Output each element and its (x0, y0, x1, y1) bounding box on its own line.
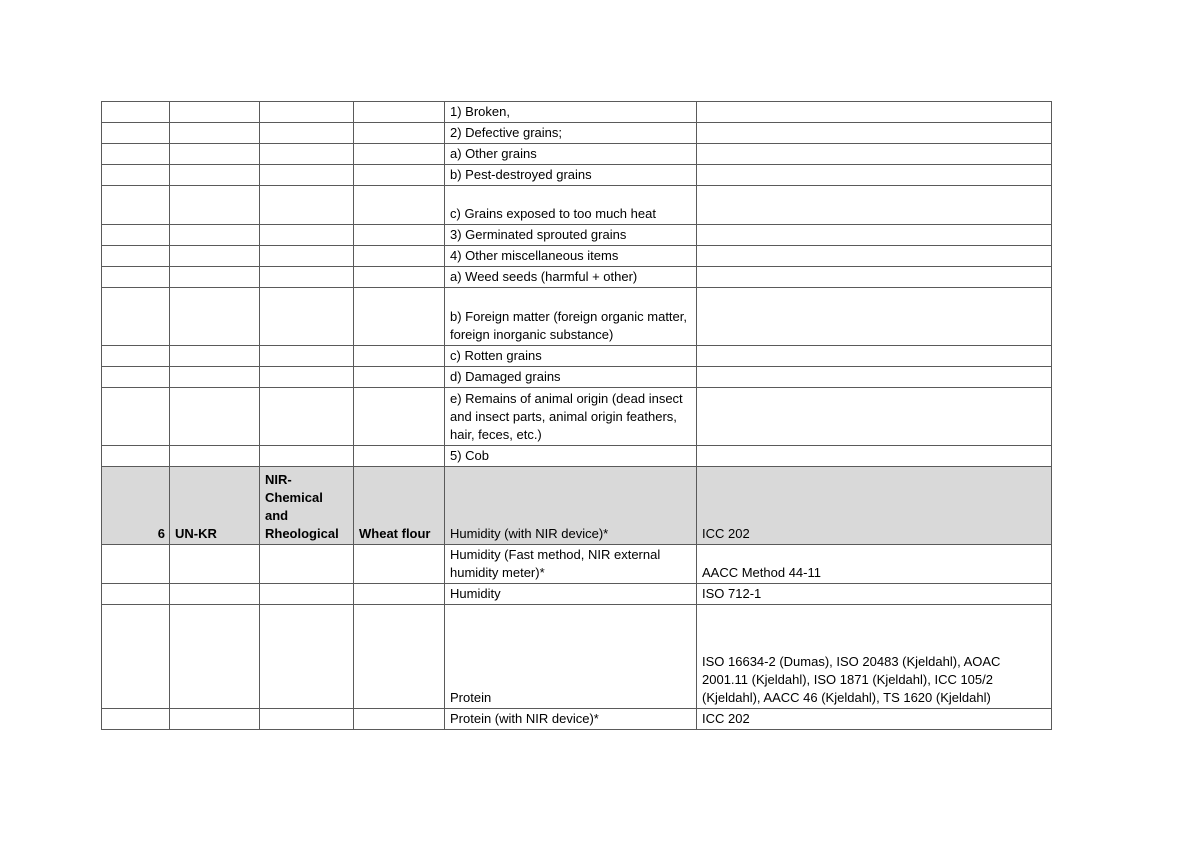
no-cell (102, 123, 170, 144)
no-cell (102, 165, 170, 186)
table-row (102, 467, 1052, 545)
table-row (102, 605, 1052, 709)
table-row (102, 225, 1052, 246)
standard-cell (697, 346, 1052, 367)
lab-cell (170, 144, 260, 165)
lab-cell (170, 225, 260, 246)
method-cell (260, 165, 354, 186)
product-cell (354, 367, 445, 388)
no-cell (102, 709, 170, 730)
no-cell (102, 144, 170, 165)
standard-cell: ISO 712-1 (697, 584, 1052, 605)
product-cell (354, 186, 445, 225)
no-cell (102, 584, 170, 605)
no-cell: 6 (102, 467, 170, 545)
method-cell (260, 246, 354, 267)
item-cell: Humidity (445, 584, 697, 605)
standard-cell (697, 225, 1052, 246)
item-cell: Humidity (Fast method, NIR external humidity meter)* (445, 545, 697, 584)
method-cell (260, 225, 354, 246)
lab-cell (170, 288, 260, 346)
item-cell: Humidity (with NIR device)* (445, 467, 697, 545)
item-cell: c) Grains exposed to too much heat (445, 186, 697, 225)
lab-cell (170, 367, 260, 388)
method-cell (260, 605, 354, 709)
table-row (102, 709, 1052, 730)
item-cell: 1) Broken, (445, 102, 697, 123)
product-cell (354, 545, 445, 584)
table-row (102, 144, 1052, 165)
item-cell: b) Foreign matter (foreign organic matter, foreign inorganic substance) (445, 288, 697, 346)
method-cell (260, 186, 354, 225)
product-cell (354, 144, 445, 165)
standard-cell: ICC 202 (697, 709, 1052, 730)
no-cell (102, 267, 170, 288)
table-row (102, 186, 1052, 225)
item-cell: a) Other grains (445, 144, 697, 165)
table-row (102, 123, 1052, 144)
lab-cell (170, 584, 260, 605)
product-cell (354, 102, 445, 123)
no-cell (102, 186, 170, 225)
table-row (102, 584, 1052, 605)
method-cell (260, 367, 354, 388)
standard-cell (697, 246, 1052, 267)
lab-cell (170, 102, 260, 123)
product-cell (354, 346, 445, 367)
item-cell: c) Rotten grains (445, 346, 697, 367)
table-row (102, 388, 1052, 446)
table-row (102, 165, 1052, 186)
method-cell (260, 709, 354, 730)
no-cell (102, 388, 170, 446)
product-cell (354, 446, 445, 467)
standard-cell (697, 165, 1052, 186)
standard-cell (697, 144, 1052, 165)
product-cell (354, 709, 445, 730)
table-row (102, 367, 1052, 388)
item-cell: 2) Defective grains; (445, 123, 697, 144)
lab-cell (170, 709, 260, 730)
standard-cell: ISO 16634-2 (Dumas), ISO 20483 (Kjeldahl), AOAC 2001.11 (Kjeldahl), ISO 1871 (Kjeldahl), ICC 105/2 (Kjeldahl), AACC 46 (Kjeldahl), TS 1620 (Kjeldahl) (697, 605, 1052, 709)
item-cell: a) Weed seeds (harmful + other) (445, 267, 697, 288)
item-cell: 4) Other miscellaneous items (445, 246, 697, 267)
table-row (102, 346, 1052, 367)
lab-cell (170, 267, 260, 288)
product-cell (354, 605, 445, 709)
no-cell (102, 225, 170, 246)
product-cell (354, 246, 445, 267)
item-cell: Protein (with NIR device)* (445, 709, 697, 730)
product-cell: Wheat flour (354, 467, 445, 545)
method-cell (260, 267, 354, 288)
method-cell (260, 388, 354, 446)
standard-cell (697, 123, 1052, 144)
table-row (102, 102, 1052, 123)
method-cell (260, 545, 354, 584)
no-cell (102, 605, 170, 709)
method-cell (260, 346, 354, 367)
table-row (102, 545, 1052, 584)
product-cell (354, 165, 445, 186)
standard-cell (697, 186, 1052, 225)
lab-cell (170, 605, 260, 709)
item-cell: e) Remains of animal origin (dead insect and insect parts, animal origin feathers, hair, feces, etc.) (445, 388, 697, 446)
product-cell (354, 123, 445, 144)
method-cell (260, 123, 354, 144)
table-row (102, 288, 1052, 346)
standard-cell (697, 267, 1052, 288)
product-cell (354, 288, 445, 346)
table-row (102, 446, 1052, 467)
lab-cell (170, 346, 260, 367)
item-cell: Protein (445, 605, 697, 709)
no-cell (102, 346, 170, 367)
table-row (102, 246, 1052, 267)
lab-cell (170, 246, 260, 267)
method-cell (260, 288, 354, 346)
item-cell: d) Damaged grains (445, 367, 697, 388)
standard-cell (697, 367, 1052, 388)
no-cell (102, 288, 170, 346)
method-cell (260, 144, 354, 165)
lab-cell (170, 165, 260, 186)
product-cell (354, 584, 445, 605)
product-cell (354, 388, 445, 446)
item-cell: b) Pest-destroyed grains (445, 165, 697, 186)
method-cell: NIR-Chemical and Rheological (260, 467, 354, 545)
lab-cell (170, 446, 260, 467)
no-cell (102, 545, 170, 584)
standard-cell: ICC 202 (697, 467, 1052, 545)
product-cell (354, 267, 445, 288)
no-cell (102, 367, 170, 388)
no-cell (102, 446, 170, 467)
lab-cell (170, 186, 260, 225)
test-methods-table (101, 101, 1052, 730)
item-cell: 3) Germinated sprouted grains (445, 225, 697, 246)
lab-cell (170, 388, 260, 446)
lab-cell (170, 545, 260, 584)
product-cell (354, 225, 445, 246)
item-cell: 5) Cob (445, 446, 697, 467)
lab-cell (170, 123, 260, 144)
method-cell (260, 446, 354, 467)
standard-cell (697, 446, 1052, 467)
standard-cell (697, 102, 1052, 123)
standard-cell (697, 388, 1052, 446)
no-cell (102, 246, 170, 267)
lab-cell: UN-KR (170, 467, 260, 545)
no-cell (102, 102, 170, 123)
standard-cell: AACC Method 44-11 (697, 545, 1052, 584)
standard-cell (697, 288, 1052, 346)
method-cell (260, 584, 354, 605)
method-cell (260, 102, 354, 123)
table-row (102, 267, 1052, 288)
